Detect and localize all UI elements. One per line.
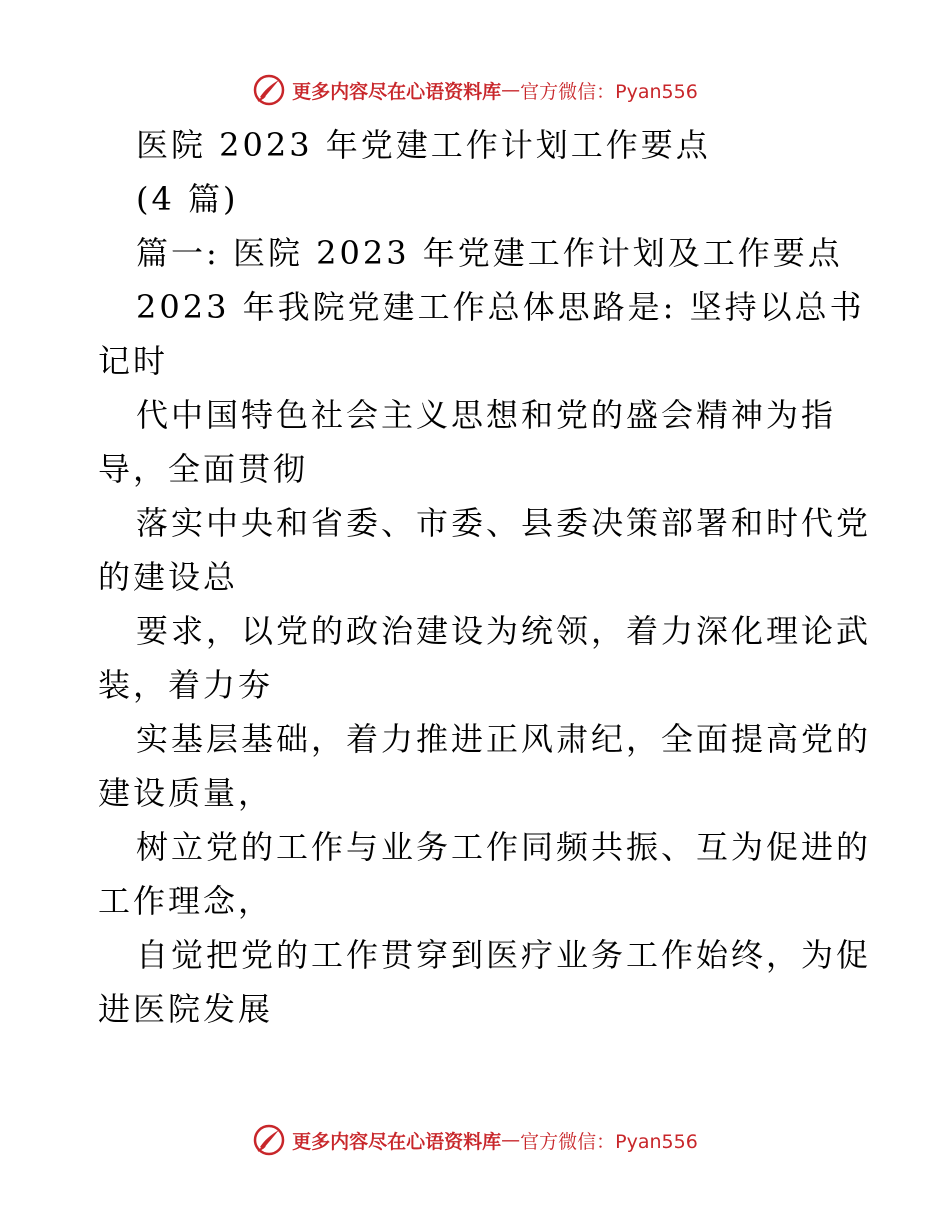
banner-separator: —	[501, 79, 521, 101]
body-line: 进医院发展	[98, 990, 274, 1028]
body-line: 落实中央和省委、市委、县委决策部署和时代党	[136, 504, 872, 542]
wechat-id-text: 官方微信：Pyan556	[520, 1130, 698, 1153]
body-line: 自觉把党的工作贯穿到医疗业务工作始终，为促	[136, 936, 872, 974]
body-line: 建设质量，	[98, 774, 274, 812]
body-line: 实基层基础，着力推进正风肃纪，全面提高党的	[136, 720, 872, 758]
body-line: 代中国特色社会主义思想和党的盛会精神为指	[136, 396, 837, 434]
body-line: 要求，以党的政治建设为统领，着力深化理论武	[136, 612, 872, 650]
wechat-id-text: 官方微信：Pyan556	[520, 80, 698, 103]
banner-separator: —	[501, 1129, 521, 1151]
body-line: 装，着力夯	[98, 666, 274, 704]
body-line: 树立党的工作与业务工作同频共振、互为促进的	[136, 828, 872, 866]
body-line: 工作理念，	[98, 882, 274, 920]
document-subtitle: (4 篇)	[136, 180, 239, 218]
body-line: 导，全面贯彻	[98, 450, 309, 488]
body-paragraph	[98, 280, 872, 1036]
body-line: 2023 年我院党建工作总体思路是: 坚持以总书	[136, 288, 865, 326]
body-line: 记时	[98, 342, 169, 380]
site-name-text: 更多内容尽在心语资料库	[292, 1130, 502, 1153]
footer-watermark-banner	[0, 1118, 950, 1162]
header-watermark-banner	[0, 68, 950, 112]
site-name-text: 更多内容尽在心语资料库	[292, 80, 502, 103]
document-body	[98, 118, 872, 1036]
section-heading: 篇一: 医院 2023 年党建工作计划及工作要点	[136, 234, 843, 272]
body-line: 的建设总	[98, 558, 239, 596]
document-title: 医院 2023 年党建工作计划工作要点	[136, 126, 711, 164]
brush-logo-icon	[252, 73, 286, 107]
brush-logo-icon	[252, 1123, 286, 1157]
